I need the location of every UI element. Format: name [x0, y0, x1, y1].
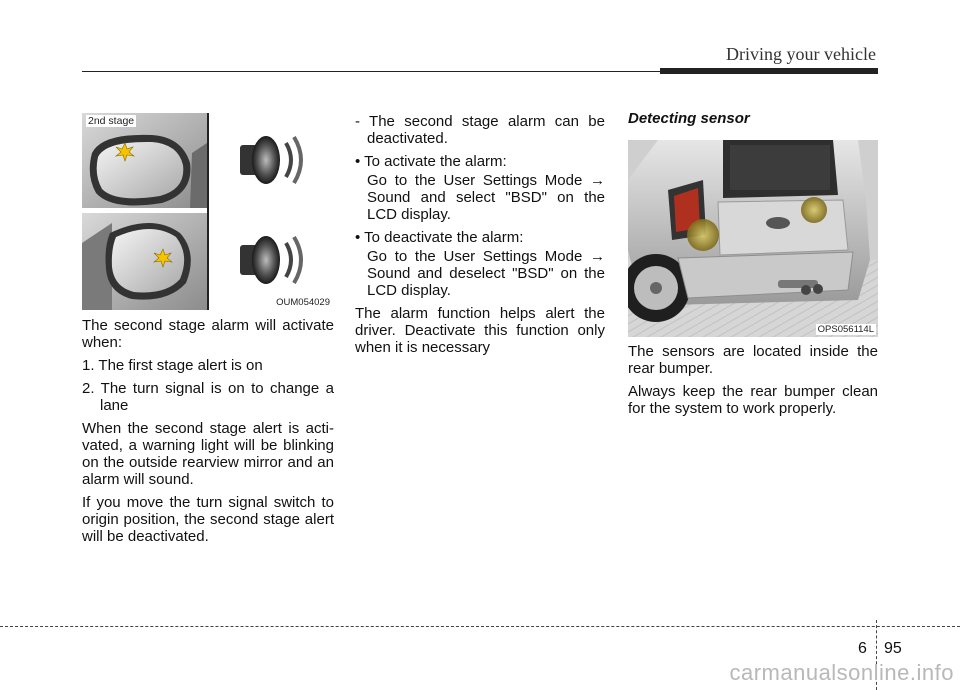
- list-item: [82, 357, 334, 374]
- paragraph: When the second stage alert is acti-vated, a warning light will be blinking on the outside rearview mirror and an alarm will sound.: [82, 420, 334, 488]
- bullet-label: • To deactivate the alarm:: [355, 229, 524, 246]
- figure-code: OPS056114L: [817, 324, 874, 335]
- footer-divider: [0, 626, 960, 627]
- paragraph: The alarm function helps alert the driver. Deactivate this function only when it is necessary: [355, 305, 605, 356]
- header-rule-thick: [660, 68, 878, 74]
- dash-item: - The second stage alarm can be deactivated.: [355, 113, 605, 147]
- paragraph: The second stage alarm will activate when:: [82, 317, 334, 351]
- bullet-text: Go to the User Settings Mode → Sound and select "BSD" on the LCD display.: [367, 172, 605, 223]
- paragraph: Always keep the rear bumper clean for the system to work properly.: [628, 383, 878, 417]
- left-column: [82, 317, 334, 551]
- paragraph: If you move the turn signal switch to origin position, the second stage alert will be deactivated.: [82, 494, 334, 545]
- list-number: 1.: [82, 357, 95, 374]
- chapter-number: 6: [858, 640, 867, 657]
- list-item: [82, 380, 334, 414]
- paragraph: The sensors are located inside the rear bumper.: [628, 343, 878, 377]
- right-column: [628, 343, 878, 423]
- mirror-alarm-figure: [82, 113, 334, 310]
- list-number: 2.: [82, 380, 95, 397]
- list-text: The first stage alert is on: [98, 357, 263, 374]
- stage-label: 2nd stage: [88, 115, 135, 127]
- rear-bumper-illustration: [628, 140, 878, 337]
- section-heading: Detecting sensor: [628, 110, 750, 127]
- watermark: carmanualsonline.info: [729, 660, 954, 685]
- page-header-title: Driving your vehicle: [726, 44, 876, 64]
- mirror-alarm-illustration: [82, 113, 334, 310]
- sensor-highlight-icon: [801, 197, 827, 223]
- sensor-highlight-icon: [687, 219, 719, 251]
- list-text: The turn signal is on to change a lane: [100, 380, 334, 414]
- page-number: 95: [884, 640, 902, 657]
- header-rule-thin: [82, 71, 660, 72]
- rear-bumper-figure: [628, 140, 878, 337]
- bullet-label: • To activate the alarm:: [355, 153, 507, 170]
- bullet-text: Go to the User Settings Mode → Sound and deselect "BSD" on the LCD display.: [367, 248, 605, 299]
- figure-code: OUM054029: [276, 297, 330, 308]
- middle-column: [355, 113, 605, 362]
